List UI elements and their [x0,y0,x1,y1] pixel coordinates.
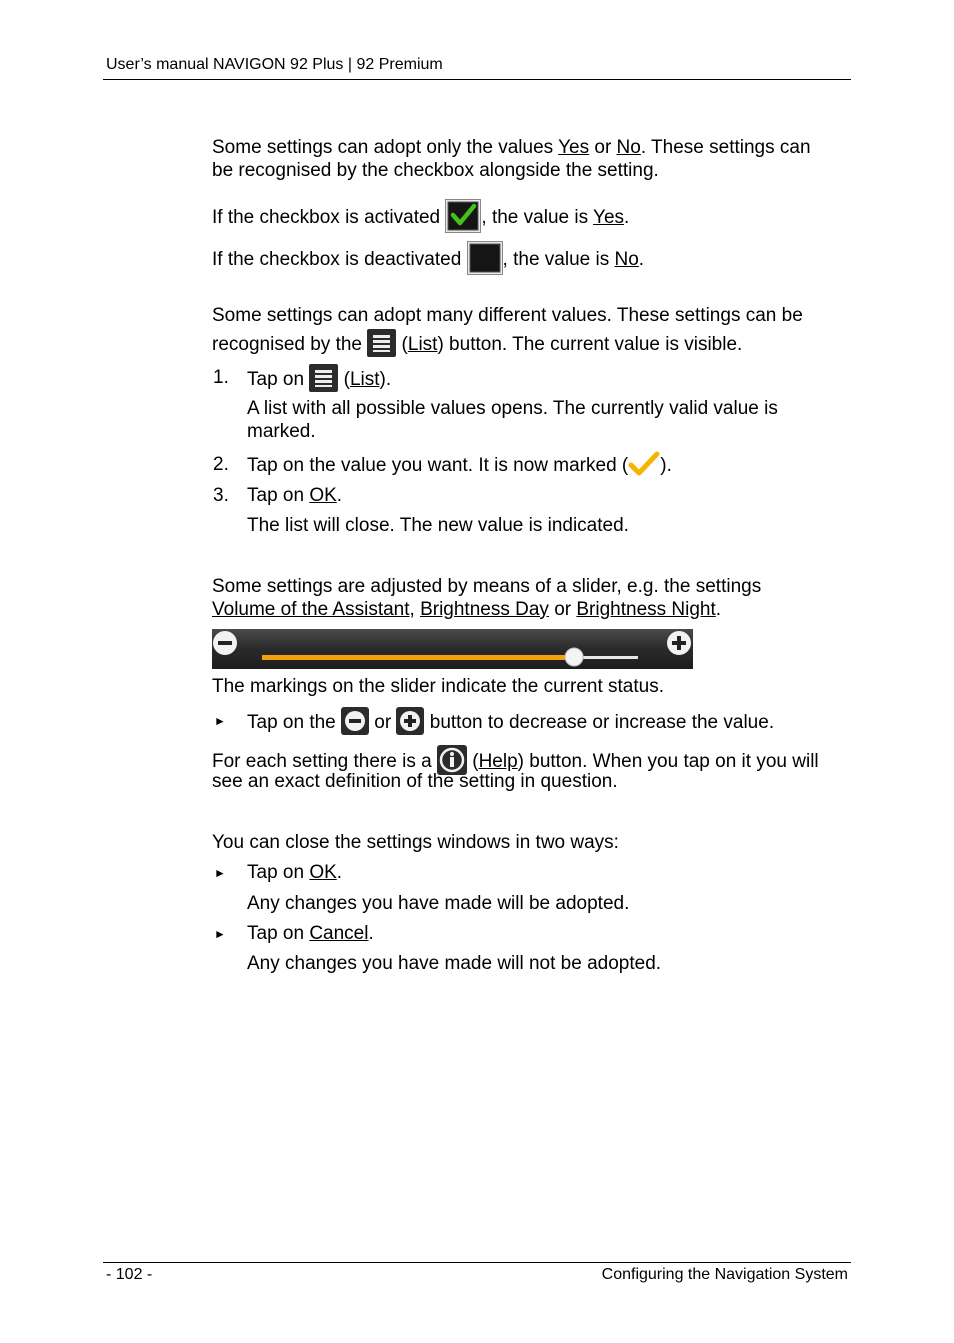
section-title: Configuring the Navigation System [601,1266,848,1283]
bullet-arrow: ► [214,866,226,880]
step-3: Tap on OK. [247,485,343,506]
step-number: 2. [213,454,229,475]
step-number: 3. [213,485,229,506]
running-header: User’s manual NAVIGON 92 Plus | 92 Premium [106,56,443,73]
minus-icon [213,631,237,655]
step-number: 1. [213,367,229,388]
slider-fill [262,655,574,660]
para-list-line2: recognised by the (List) button. The current value is visible. [212,331,742,359]
checkmark-icon [628,451,660,477]
checkbox-unchecked-icon [467,241,503,275]
step-1-result-line2: marked. [247,421,316,442]
close-option-cancel-result: Any changes you have made will not be adopted. [247,953,662,974]
step-3-result: The list will close. The new value is indicated. [247,515,629,536]
close-option-cancel: Tap on Cancel. [247,923,374,944]
slider-illustration [212,629,693,669]
page-number: - 102 - [106,1266,153,1283]
step-2: Tap on the value you want. It is now marked ( ). [247,453,672,479]
plus-icon [667,631,691,655]
para-slider-line2: Volume of the Assistant, Brightness Day or Brightness Night. [212,599,722,620]
close-option-ok: Tap on OK. [247,862,343,883]
list-icon [367,329,396,357]
para-help-line2: see an exact definition of the setting in question. [212,771,618,792]
step-1: Tap on (List). [247,366,391,394]
plus-icon [396,707,424,735]
list-icon [309,364,338,392]
para-help-line1: For each setting there is a (Help) button. When you tap on it you will [212,747,819,777]
step-1-result-line1: A list with all possible values opens. The currently valid value is [247,398,778,419]
bullet-slider-buttons: Tap on the or button to decrease or increase the value. [247,709,774,737]
footer-rule [103,1262,851,1263]
para-slider-line1: Some settings are adjusted by means of a slider, e.g. the settings [212,576,762,597]
para-values-line1: Some settings can adopt only the values Yes or No. These settings can [212,137,811,158]
para-values-line2: be recognised by the checkbox alongside the setting. [212,160,659,181]
para-close-ways: You can close the settings windows in two ways: [212,832,619,853]
close-option-ok-result: Any changes you have made will be adopted. [247,893,630,914]
checkbox-deactivated-line: If the checkbox is deactivated , the value is No. [212,243,644,277]
bullet-arrow: ► [214,714,226,728]
slider-thumb [565,648,583,666]
header-rule [103,79,851,80]
checkbox-checked-icon [445,199,481,233]
bullet-arrow: ► [214,927,226,941]
para-list-line1: Some settings can adopt many different values. These settings can be [212,305,803,326]
checkbox-activated-line: If the checkbox is activated , the value is Yes. [212,201,629,235]
minus-icon [341,707,369,735]
para-slider-markings: The markings on the slider indicate the current status. [212,676,665,697]
